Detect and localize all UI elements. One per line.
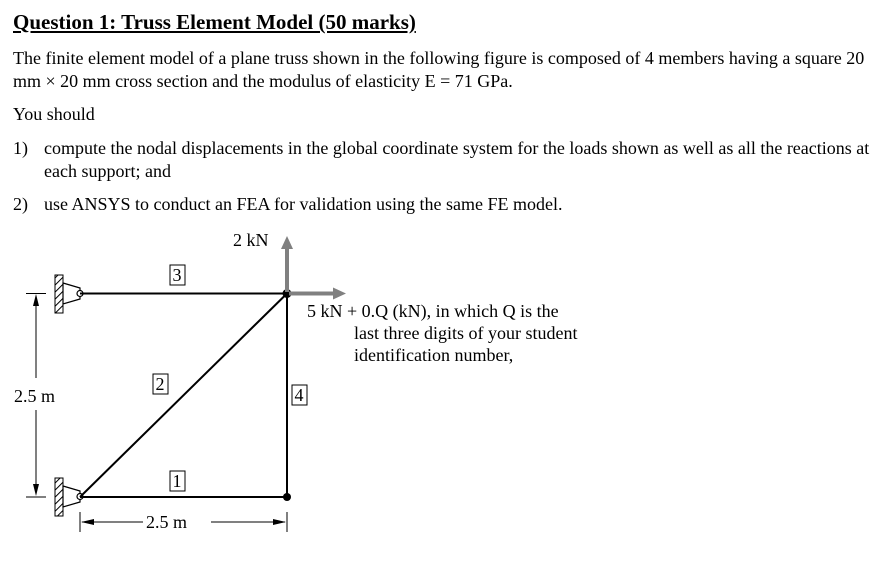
task-number: 2)	[13, 194, 28, 214]
top-support-wall	[55, 275, 63, 313]
horizontal-load-label: 5 kN + 0.Q (kN), in which Q is the	[307, 301, 559, 321]
intro-paragraph: The finite element model of a plane truss shown in the following figure is composed of 4 members having a square 20 mm × 20 mm cross section and the modulus of elasticity E = 71 GPa.	[13, 48, 865, 91]
horizontal-load-note	[307, 300, 577, 366]
vertical-load-label: 2 kN	[233, 230, 269, 250]
task-text: compute the nodal displacements in the global coordinate system for the loads shown as well as all the reactions at each support; and	[44, 138, 870, 181]
bottom-support-wall	[55, 478, 63, 516]
member-2-label: 2	[155, 374, 165, 394]
node-bottom-right	[283, 493, 291, 501]
task-text: use ANSYS to conduct an FEA for validation using the same FE model.	[44, 194, 563, 214]
task-number: 1)	[13, 138, 28, 158]
member-4-label: 4	[294, 385, 304, 405]
member-2-tag	[153, 374, 168, 394]
you-should-label: You should	[13, 104, 95, 124]
member-3-tag	[170, 265, 185, 285]
member-4-tag	[292, 385, 307, 405]
member-2-line	[80, 294, 287, 498]
question-title: Question 1: Truss Element Model (50 marks)	[13, 10, 416, 34]
member-1-tag	[170, 471, 185, 491]
vertical-load-arrow	[281, 236, 293, 292]
member-1-label: 1	[172, 471, 182, 491]
horizontal-load-arrow	[289, 288, 346, 300]
height-dimension-label: 2.5 m	[14, 386, 56, 406]
width-dimension-label: 2.5 m	[146, 512, 188, 532]
member-3-label: 3	[172, 265, 182, 285]
load-note-line-2: identification number,	[354, 345, 514, 365]
load-note-line-1: last three digits of your student	[354, 323, 578, 343]
